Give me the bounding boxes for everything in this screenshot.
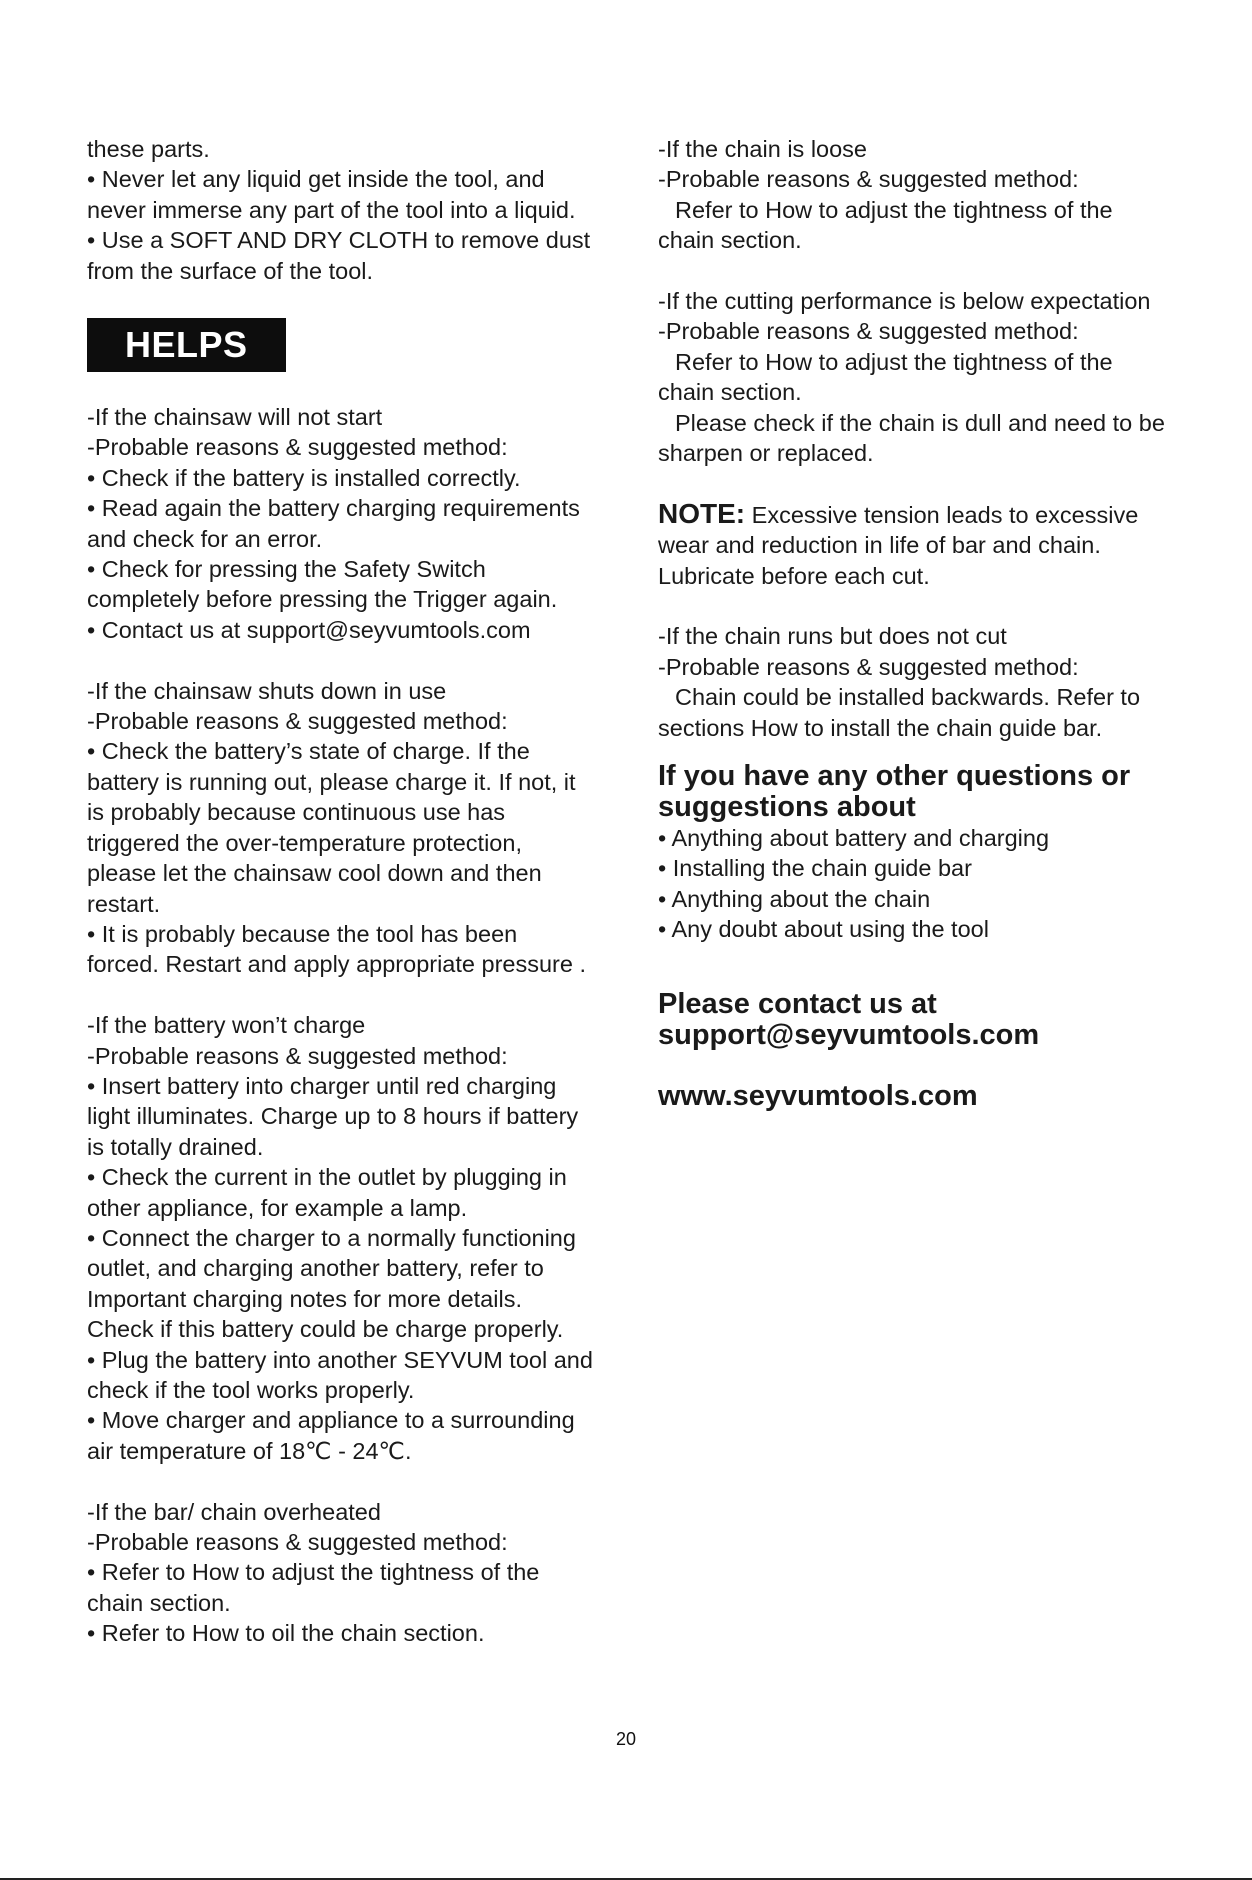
spacer: [658, 468, 1178, 498]
spacer: [658, 256, 1178, 286]
text-line: -Probable reasons & suggested method:: [87, 708, 508, 735]
section-shuts-down: [87, 676, 602, 980]
list-item: • Anything about the chain: [658, 885, 931, 912]
text-line: chain section.: [87, 1589, 231, 1616]
text-line: Lubricate before each cut.: [658, 562, 930, 589]
text-line: check if the tool works properly.: [87, 1377, 415, 1403]
text-line: -If the chain is loose: [658, 136, 867, 162]
website-link[interactable]: www.seyvumtools.com: [658, 1079, 978, 1112]
text-line: • Never let any liquid get inside the tool, and: [87, 166, 545, 193]
section-chain-loose: [658, 134, 1178, 256]
questions-block: [658, 761, 1178, 945]
text-line: • Plug the battery into another SEYVUM tool and: [87, 1346, 593, 1373]
text-line: Refer to How to adjust the tightness of the: [675, 348, 1113, 375]
spacer: [87, 1466, 602, 1496]
text-line: -If the battery won’t charge: [87, 1012, 366, 1039]
spacer: [87, 980, 602, 1010]
text-line: and check for an error.: [87, 525, 323, 552]
text-line: is totally drained.: [87, 1133, 264, 1160]
text-line: from the surface of the tool.: [87, 257, 374, 284]
text-line: -If the cutting performance is below expectation: [658, 288, 1151, 315]
text-line: -Probable reasons & suggested method:: [658, 166, 1079, 193]
text-line: please let the chainsaw cool down and then: [87, 860, 542, 887]
contact-email[interactable]: support@seyvumtools.com: [658, 1018, 1040, 1051]
text-line: • Check the battery’s state of charge. If the: [87, 738, 530, 765]
questions-heading: If you have any other questions or: [658, 760, 1131, 793]
helps-heading-wrap: [87, 318, 602, 372]
text-line: is probably because continuous use has: [87, 799, 506, 826]
page-number: 20: [615, 1729, 637, 1749]
section-cutting-performance: [658, 286, 1178, 468]
text-line: -Probable reasons & suggested method:: [87, 1529, 508, 1556]
text-line: • Read again the battery charging requirements: [87, 495, 580, 522]
text-line: sharpen or replaced.: [658, 440, 874, 467]
text-line: sections How to install the chain guide bar.: [658, 714, 1103, 741]
spacer: [658, 743, 1178, 761]
list-item: • Installing the chain guide bar: [658, 855, 972, 882]
text-line: outlet, and charging another battery, refer to: [87, 1255, 544, 1282]
text-line: air temperature of 18℃ - 24℃.: [87, 1437, 412, 1464]
text-line: completely before pressing the Trigger again.: [87, 586, 558, 613]
section-battery-wont-charge: [87, 1010, 602, 1466]
text-line: -Probable reasons & suggested method:: [658, 653, 1079, 680]
text-line: • Check the current in the outlet by plugging in: [87, 1164, 567, 1191]
note-first-line: [658, 499, 1178, 530]
contact-heading: Please contact us at: [658, 987, 937, 1020]
list-item: • Anything about battery and charging: [658, 825, 1050, 852]
text-line: -If the chain runs but does not cut: [658, 623, 1007, 650]
text-line: forced. Restart and apply appropriate pressure .: [87, 951, 586, 978]
text-line: • Check if the battery is installed correctly.: [87, 464, 521, 491]
text-line: other appliance, for example a lamp.: [87, 1194, 468, 1221]
left-column: [87, 134, 602, 1649]
text-line: -If the bar/ chain overheated: [87, 1498, 381, 1525]
section-chain-does-not-cut: [658, 621, 1178, 743]
text-line: • Move charger and appliance to a surrounding: [87, 1407, 575, 1434]
note-text: Excessive tension leads to excessive: [745, 501, 1139, 528]
text-line: -If the chainsaw shuts down in use: [87, 677, 447, 704]
text-line: -Probable reasons & suggested method:: [658, 318, 1079, 345]
spacer: [658, 1051, 1178, 1081]
text-line: -Probable reasons & suggested method:: [87, 1042, 508, 1069]
spacer: [87, 645, 602, 675]
text-line: Check if this battery could be charge properly.: [87, 1316, 564, 1343]
text-line: • Contact us at support@seyvumtools.com: [87, 616, 531, 643]
text-line: restart.: [87, 890, 161, 917]
text-line: • Check for pressing the Safety Switch: [87, 556, 486, 583]
text-line: chain section.: [658, 227, 802, 254]
spacer: [658, 591, 1178, 621]
text-line: never immerse any part of the tool into a liquid.: [87, 196, 576, 223]
text-line: Refer to How to adjust the tightness of the: [675, 196, 1113, 223]
text-line: • It is probably because the tool has been: [87, 920, 518, 947]
helps-heading: HELPS: [87, 318, 286, 372]
text-line: wear and reduction in life of bar and chain.: [658, 532, 1101, 559]
list-item: • Any doubt about using the tool: [658, 916, 989, 943]
section-will-not-start: [87, 402, 602, 645]
right-column: [658, 134, 1178, 1112]
text-line: • Refer to How to adjust the tightness of the: [87, 1559, 540, 1586]
text-line: -Probable reasons & suggested method:: [87, 434, 508, 461]
text-line: • Connect the charger to a normally functioning: [87, 1224, 576, 1251]
intro-text: [87, 134, 602, 286]
text-line: light illuminates. Charge up to 8 hours if battery: [87, 1103, 579, 1130]
note-label: NOTE:: [658, 497, 746, 529]
text-line: • Refer to How to oil the chain section.: [87, 1620, 485, 1647]
section-bar-overheated: [87, 1497, 602, 1649]
text-line: • Use a SOFT AND DRY CLOTH to remove dust: [87, 227, 591, 254]
questions-heading: suggestions about: [658, 791, 916, 824]
contact-block: [658, 989, 1178, 1112]
text-line: Chain could be installed backwards. Refer to: [675, 684, 1141, 711]
text-line: these parts.: [87, 136, 210, 162]
text-line: -If the chainsaw will not start: [87, 404, 383, 431]
text-line: Important charging notes for more details.: [87, 1285, 522, 1312]
text-line: battery is running out, please charge it. If not, it: [87, 768, 576, 795]
text-line: chain section.: [658, 379, 802, 406]
text-line: Please check if the chain is dull and need to be: [675, 409, 1165, 436]
text-line: triggered the over-temperature protection,: [87, 829, 522, 856]
text-line: • Insert battery into charger until red charging: [87, 1072, 557, 1099]
note-block: [658, 499, 1178, 591]
spacer: [658, 945, 1178, 989]
